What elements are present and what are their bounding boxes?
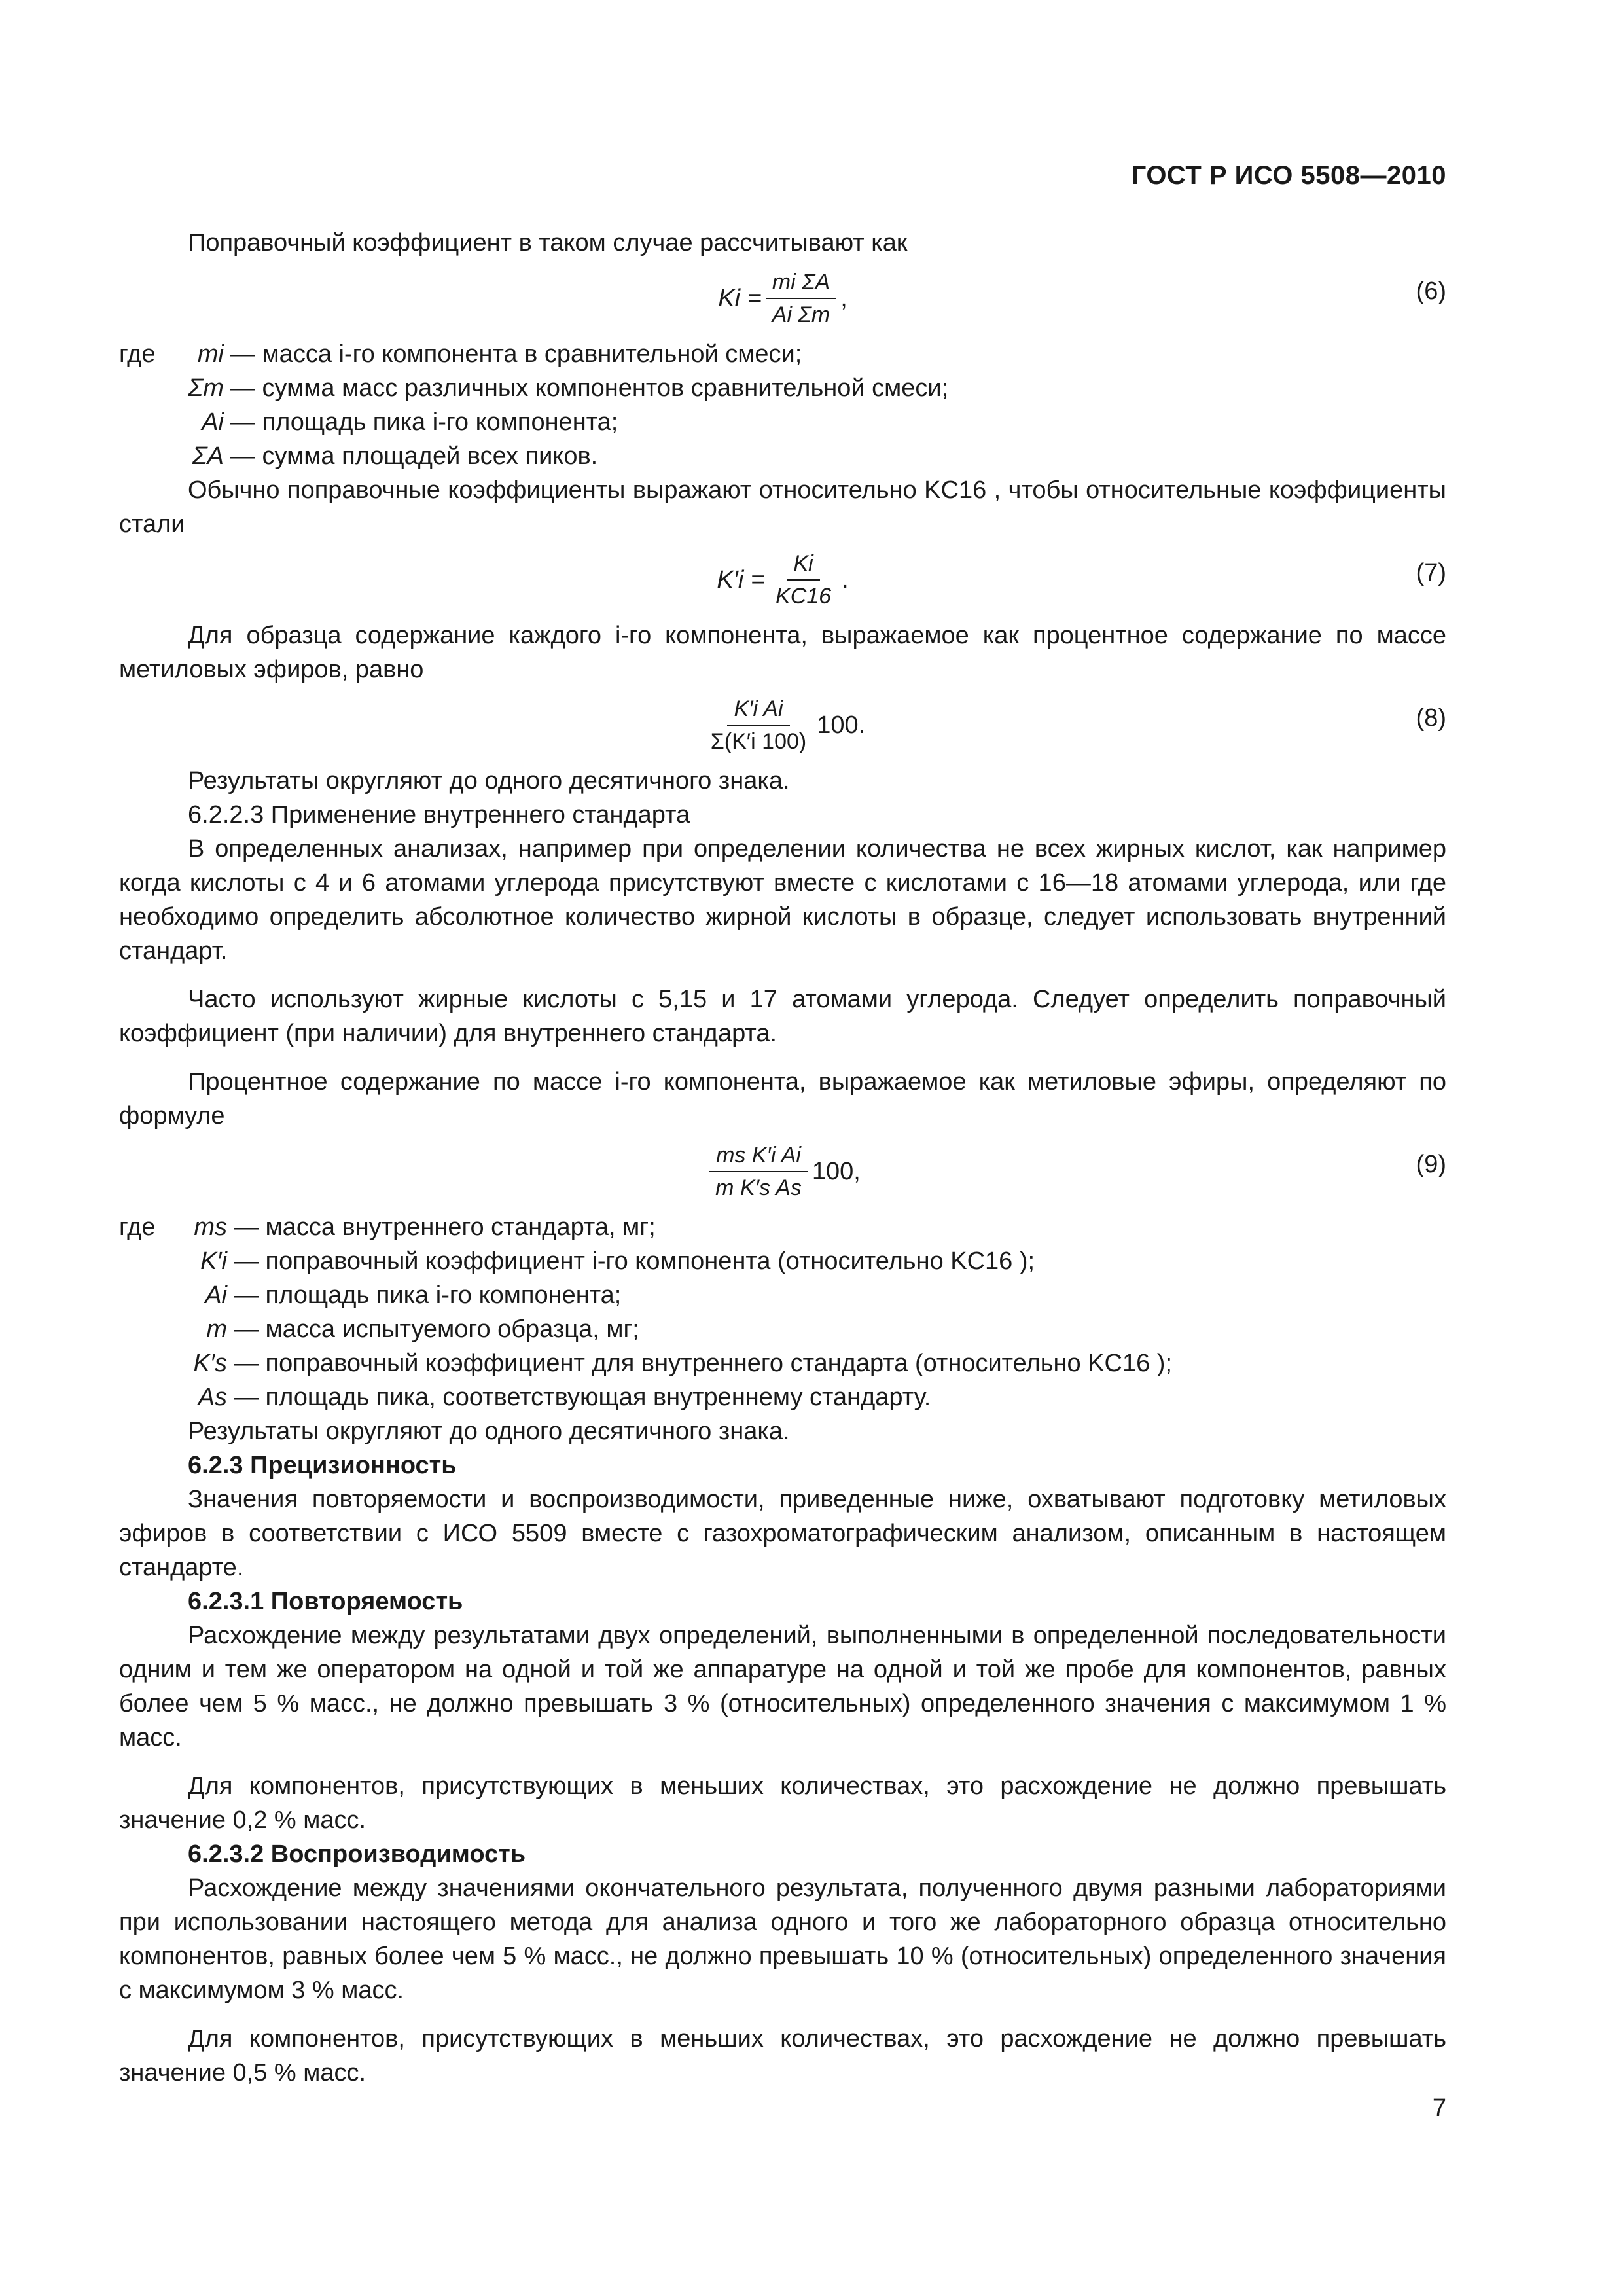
page-number: 7 <box>1432 2094 1446 2122</box>
legend-text: — площадь пика i-го компонента; <box>230 408 618 436</box>
legend-text: — сумма масс различных компонентов сравнительной смеси; <box>230 374 949 402</box>
legend-text: — площадь пика, соответствующая внутреннему стандарту. <box>234 1384 931 1411</box>
equation-tail: 100. <box>817 711 866 739</box>
legend-item <box>119 405 1446 439</box>
paragraph: Часто используют жирные кислоты с 5,15 и 17 атомами углерода. Следует определить поправочный коэффициент (при наличии) для внутреннего стандарта. <box>119 986 1446 1047</box>
paragraph: Расхождение между результатами двух определений, выполненными в определенной последовательности одним и тем же оператором на одной и той же аппаратуре на одной и той же пробе для компонентов, равных более чем 5 % масс., не должно превышать 3 % (относительных) определенного значения с максимумом 1 % масс. <box>119 1622 1446 1751</box>
equation-lhs: Ki = <box>718 285 762 312</box>
legend-text: — масса внутреннего стандарта, мг; <box>234 1213 656 1241</box>
equation-numerator: K′i Ai <box>727 694 789 726</box>
paragraph: Для образца содержание каждого i-го компонента, выражаемое как процентное содержание по массе метиловых эфиров, равно <box>119 622 1446 683</box>
section-heading-6-2-3-2: 6.2.3.2 Воспроизводимость <box>188 1840 526 1868</box>
legend-text: — поправочный коэффициент для внутреннего стандарта (относительно KC16 ); <box>234 1350 1172 1377</box>
legend-intro: где <box>119 340 156 368</box>
equation-denominator: m K′s As <box>715 1175 802 1200</box>
equation-numerator: ms K′i Ai <box>709 1141 808 1172</box>
equation-fraction <box>704 694 813 756</box>
paragraph: Обычно поправочные коэффициенты выражают относительно KC16 , чтобы относительные коэффициенты стали <box>119 476 1446 538</box>
legend-item <box>119 1278 1446 1312</box>
paragraph: Поправочный коэффициент в таком случае рассчитывают как <box>188 229 908 257</box>
equation-number: (7) <box>1416 559 1446 586</box>
equation-tail: . <box>842 566 849 594</box>
legend-item <box>119 337 1446 371</box>
legend-item <box>119 371 1446 405</box>
legend-symbol: mi <box>197 340 224 368</box>
equation-numerator: mi ΣA <box>766 268 836 299</box>
paragraph: Значения повторяемости и воспроизводимости, приведенные ниже, охватывают подготовку метиловых эфиров в соответствии с ИСО 5509 вместе с газохроматографическим анализом, описанным в настоящем стандарте. <box>119 1486 1446 1581</box>
paragraph: Результаты округляют до одного десятичного знака. <box>188 1418 790 1445</box>
paragraph: Для компонентов, присутствующих в меньших количествах, это расхождение не должно превышать значение 0,5 % масс. <box>119 2025 1446 2087</box>
equation-7 <box>119 541 1446 619</box>
section-heading-6-2-3: 6.2.3 Прецизионность <box>188 1452 457 1479</box>
legend-item <box>119 1312 1446 1346</box>
equation-denominator: Σ(K′i 100) <box>710 729 807 754</box>
legend-symbol: Σm <box>188 374 224 402</box>
equation-number: (6) <box>1416 278 1446 305</box>
equation-lhs: K′i = <box>717 566 766 594</box>
legend-symbol: ΣA <box>192 442 224 470</box>
legend-text: — площадь пика i-го компонента; <box>234 1282 622 1309</box>
paragraph: Результаты округляют до одного десятичного знака. <box>188 767 790 795</box>
legend-item <box>119 439 1446 473</box>
legend-text: — сумма площадей всех пиков. <box>230 442 598 470</box>
legend-item <box>119 1244 1446 1278</box>
section-heading-6-2-2-3: 6.2.2.3 Применение внутреннего стандарта <box>188 801 690 829</box>
legend-symbol: As <box>198 1384 227 1411</box>
equation-denominator: Ai Σm <box>772 302 830 327</box>
legend-item <box>119 1346 1446 1380</box>
legend-text: — масса испытуемого образца, мг; <box>234 1316 639 1343</box>
legend-item <box>119 1380 1446 1414</box>
equation-fraction <box>709 1141 808 1202</box>
page-body <box>119 226 1446 2090</box>
equation-9 <box>119 1133 1446 1210</box>
equation-fraction <box>769 549 838 611</box>
legend-item <box>119 1210 1446 1244</box>
legend-symbol: m <box>206 1316 227 1343</box>
paragraph: Расхождение между значениями окончательного результата, полученного двумя разными лабораториями при использовании настоящего метода для анализа одного и того же лабораторного образца относительно компонентов, равных более чем 5 % масс., не должно превышать 10 % (относительных) определенного значения с максимумом 3 % масс. <box>119 1874 1446 2004</box>
legend-symbol: ms <box>194 1213 227 1241</box>
paragraph: В определенных анализах, например при определении количества не всех жирных кислот, как например когда кислоты с 4 и 6 атомами углерода присутствуют вместе с кислотами с 16—18 атомами углерода, или где необходимо определить абсолютное количество жирной кислоты в образце, следует использовать внутренний стандарт. <box>119 835 1446 965</box>
paragraph: Для компонентов, присутствующих в меньших количествах, это расхождение не должно превышать значение 0,2 % масс. <box>119 1772 1446 1834</box>
legend-intro: где <box>119 1213 156 1241</box>
equation-number: (9) <box>1416 1151 1446 1178</box>
legend-symbol: K′s <box>193 1350 227 1377</box>
legend-text: — поправочный коэффициент i-го компонента (относительно KC16 ); <box>234 1247 1035 1275</box>
legend-symbol: K′i <box>200 1247 227 1275</box>
legend-block <box>119 1210 1446 1414</box>
equation-tail: , <box>840 285 847 312</box>
legend-symbol: Ai <box>202 408 224 436</box>
legend-text: — масса i-го компонента в сравнительной смеси; <box>230 340 802 368</box>
legend-symbol: Ai <box>205 1282 227 1309</box>
equation-tail: 100, <box>812 1158 861 1185</box>
legend-block <box>119 337 1446 473</box>
paragraph: Процентное содержание по массе i-го компонента, выражаемое как метиловые эфиры, определяют по формуле <box>119 1068 1446 1130</box>
standard-header: ГОСТ Р ИСО 5508—2010 <box>1131 161 1446 190</box>
equation-numerator: Ki <box>787 549 819 581</box>
equation-8 <box>119 687 1446 764</box>
equation-number: (8) <box>1416 704 1446 732</box>
equation-denominator: KC16 <box>776 584 832 609</box>
equation-fraction <box>766 268 836 329</box>
section-heading-6-2-3-1: 6.2.3.1 Повторяемость <box>188 1588 463 1615</box>
equation-6 <box>119 260 1446 337</box>
